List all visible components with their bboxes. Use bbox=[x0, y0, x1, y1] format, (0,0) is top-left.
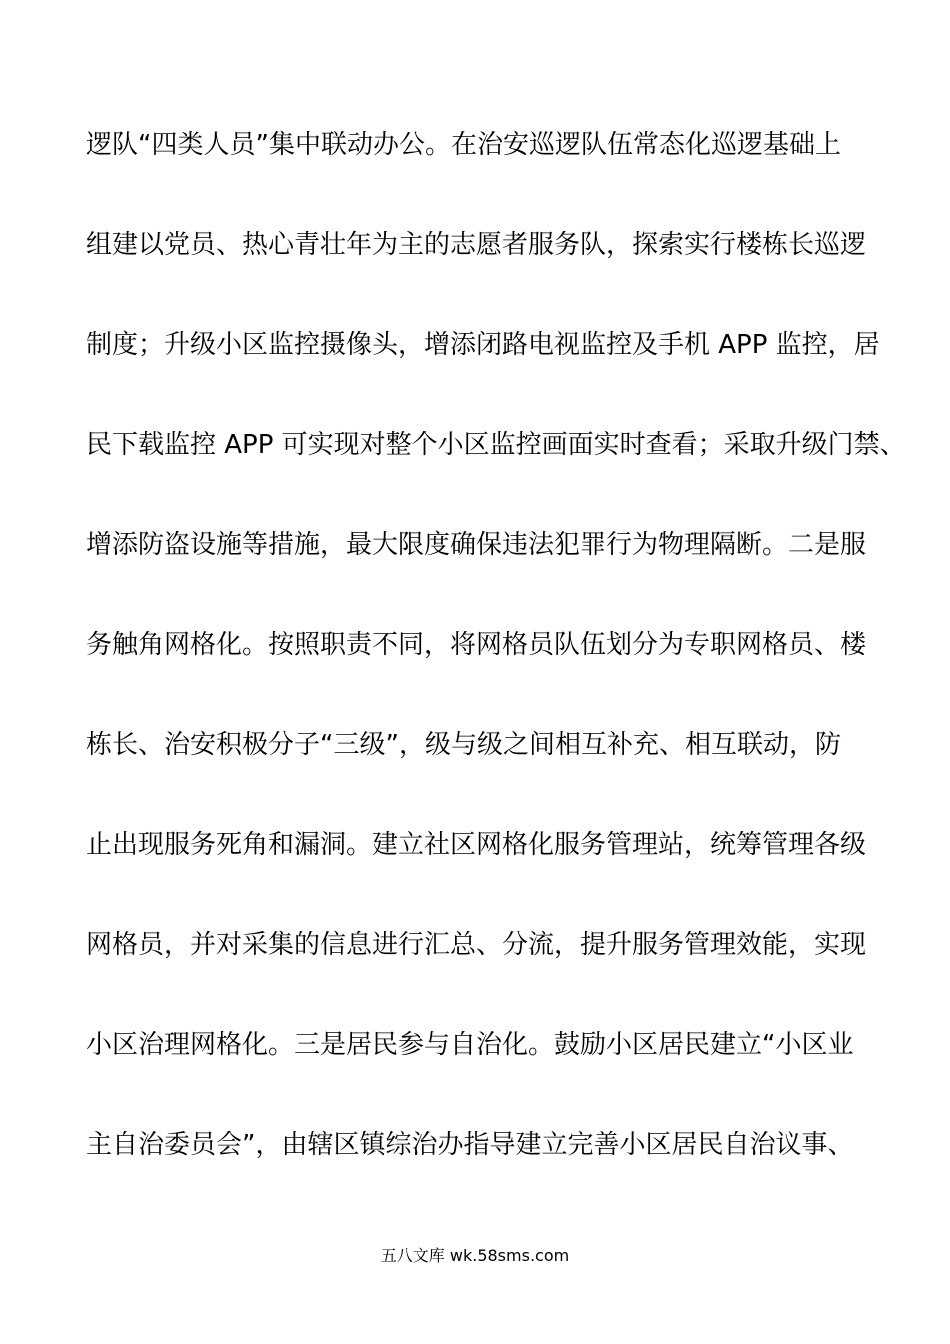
text-line: 网格员，并对采集的信息进行汇总、分流，提升服务管理效能，实现 bbox=[86, 930, 867, 960]
text-line: 组建以党员、热心青壮年为主的志愿者服务队，探索实行楼栋长巡逻 bbox=[86, 230, 867, 260]
text-line: 小区治理网格化。三是居民参与自治化。鼓励小区居民建立“小区业 bbox=[86, 1030, 854, 1060]
text-line: 主自治委员会”，由辖区镇综治办指导建立完善小区居民自治议事、 bbox=[86, 1130, 854, 1160]
text-line: 制度；升级小区监控摄像头，增添闭路电视监控及手机 APP 监控，居 bbox=[86, 330, 880, 360]
text-line: 增添防盗设施等措施，最大限度确保违法犯罪行为物理隔断。二是服 bbox=[86, 530, 867, 560]
text-line: 民下载监控 APP 可实现对整个小区监控画面实时查看；采取升级门禁、 bbox=[86, 430, 906, 460]
body-text bbox=[86, 122, 906, 1222]
page-footer: 五八文库 wk.58sms.com bbox=[380, 1246, 570, 1265]
text-line: 务触角网格化。按照职责不同，将网格员队伍划分为专职网格员、楼 bbox=[86, 630, 867, 660]
text-line: 逻队“四类人员”集中联动办公。在治安巡逻队伍常态化巡逻基础上 bbox=[86, 130, 841, 160]
text-line: 栋长、治安积极分子“三级”，级与级之间相互补充、相互联动，防 bbox=[86, 730, 841, 760]
text-line: 止出现服务死角和漏洞。建立社区网格化服务管理站，统筹管理各级 bbox=[86, 830, 867, 860]
